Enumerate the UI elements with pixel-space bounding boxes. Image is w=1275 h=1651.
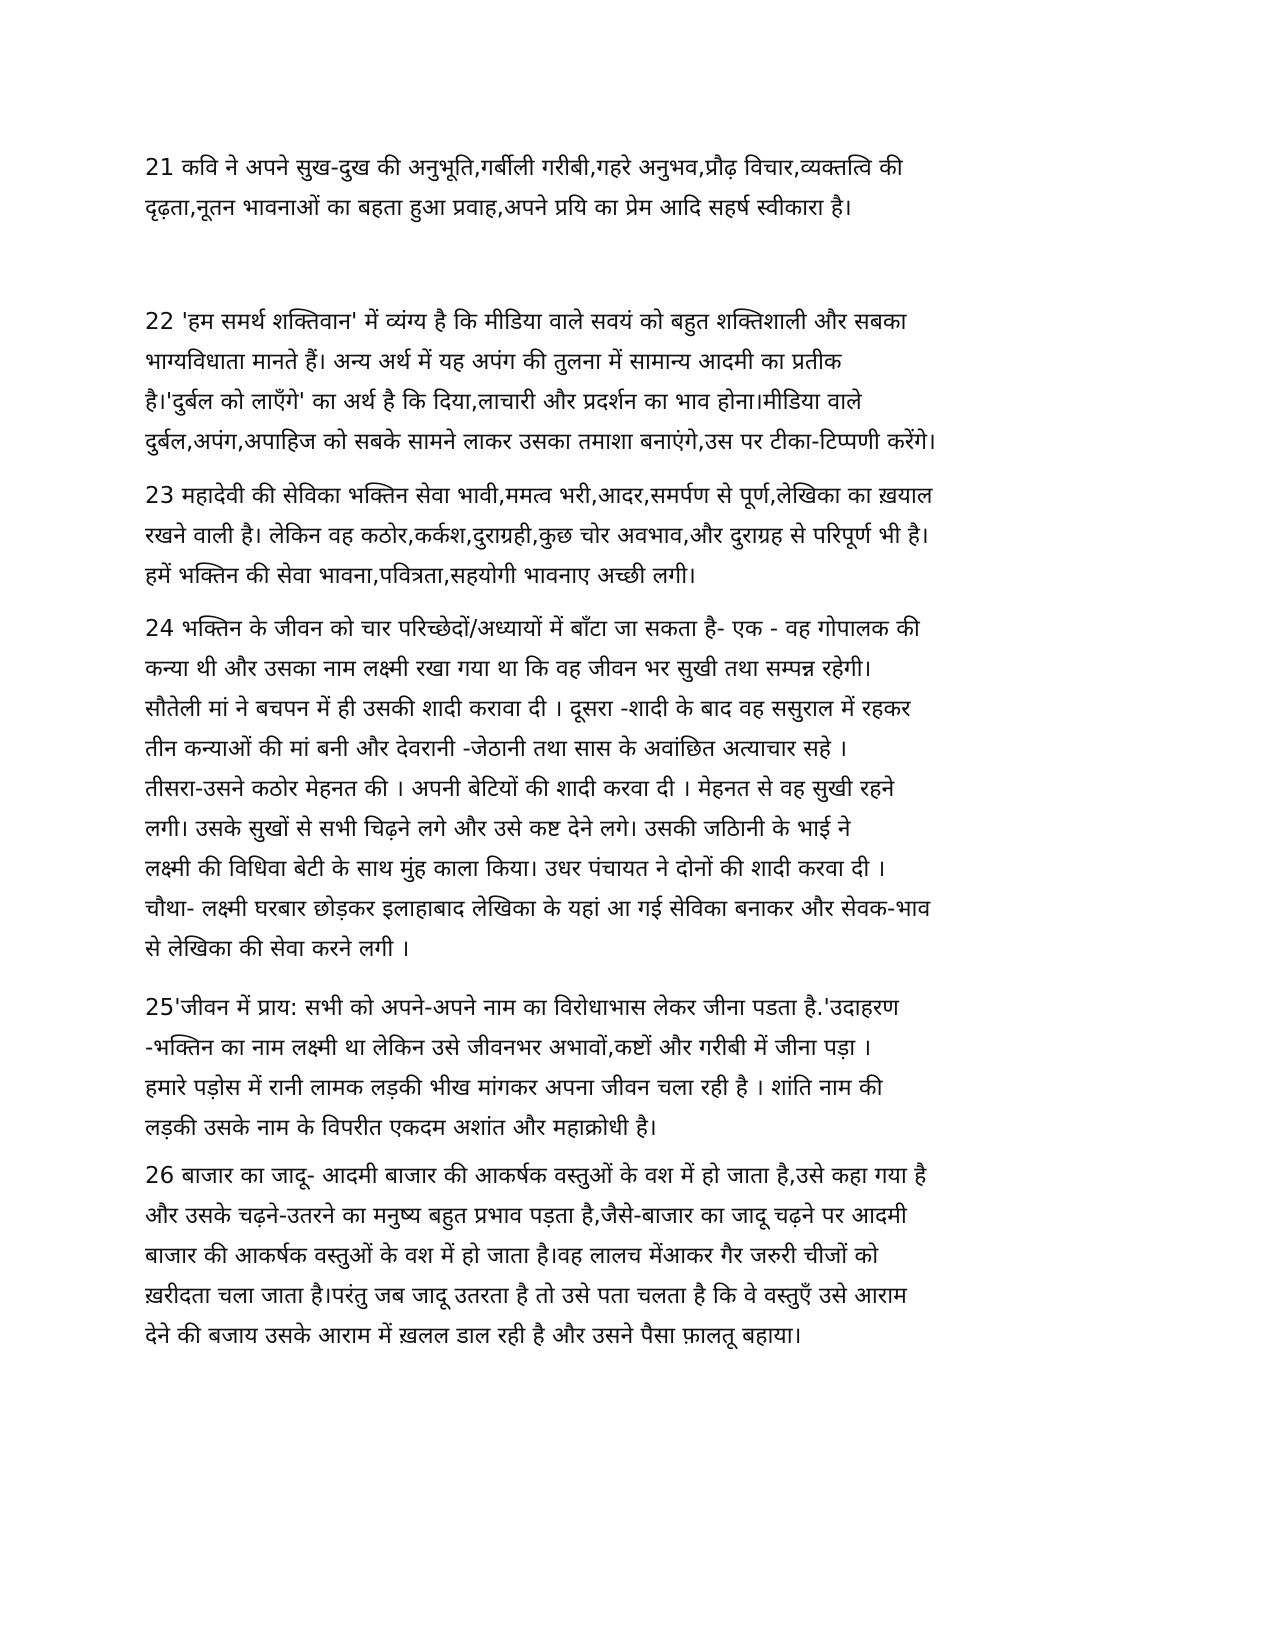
answer-26-line: देने की बजाय उसके आराम में ख़लल डाल रही है और उसने पैसा फ़ालतू बहाया। xyxy=(145,1323,802,1349)
answer-25-line: हमारे पड़ोस में रानी लामक लड़की भीख मांगकर अपना जीवन चला रही है । शांति नाम की xyxy=(145,1075,883,1101)
answer-21-line: दृढ़ता,नूतन भावनाओं का बहता हुआ प्रवाह,अपने प्रयि का प्रेम आदि सहर्ष स्वीकारा है। xyxy=(145,195,852,221)
answer-26-line: ख़रीदता चला जाता है।परंतु जब जादू उतरता है तो उसे पता चलता है कि वे वस्तुएँ उसे आराम xyxy=(145,1283,907,1309)
answer-22-line: 22 'हम समर्थ शक्तिवान' में व्यंग्य है कि मीडिया वाले सवयं को बहुत शक्तिशाली और सबका xyxy=(145,309,907,335)
answer-22-line: दुर्बल,अपंग,अपाहिज को सबके सामने लाकर उसका तमाशा बनाएंगे,उस पर टीका-टिप्पणी करेंगे। xyxy=(145,429,936,455)
answer-23 xyxy=(145,476,1130,596)
document-page xyxy=(145,0,1130,1651)
answer-24-line: तीन कन्याओं की मां बनी और देवरानी -जेठानी तथा सास के अवांछित अत्याचार सहे । xyxy=(145,736,848,762)
answer-24 xyxy=(145,609,1130,969)
answer-24-line: लक्ष्मी की विधिवा बेटी के साथ मुंह काला किया। उधर पंचायत ने दोनों की शादी करवा दी । xyxy=(145,856,886,882)
answer-24-line: सौतेली मां ने बचपन में ही उसकी शादी करावा दी । दूसरा -शादी के बाद वह ससुराल में रहकर xyxy=(145,696,911,722)
answer-24-line: चौथा- लक्ष्मी घरबार छोड़कर इलाहाबाद लेखिका के यहां आ गई सेविका बनाकर और सेवक-भाव xyxy=(145,896,931,922)
answer-24-line: 24 भक्तिन के जीवन को चार परिच्छेदों/अध्यायों में बाँटा जा सकता है- एक - वह गोपालक की xyxy=(145,616,920,642)
answer-25-line: -भक्तिन का नाम लक्ष्मी था लेकिन उसे जीवनभर अभावों,कष्टों और गरीबी में जीना पड़ा । xyxy=(145,1035,872,1061)
answer-26 xyxy=(145,1156,1130,1356)
answer-23-line: रखने वाली है। लेकिन वह कठोर,कर्कश,दुराग्रही,कुछ चोर अवभाव,और दुराग्रह से परिपूर्ण भी है। xyxy=(145,523,929,549)
answer-26-line: बाजार की आकर्षक वस्तुओं के वश में हो जाता है।वह लालच मेंआकर गैर जरुरी चीजों को xyxy=(145,1243,879,1269)
answer-25 xyxy=(145,988,1130,1148)
answer-24-line: से लेखिका की सेवा करने लगी । xyxy=(145,936,410,962)
answer-24-line: तीसरा-उसने कठोर मेहनत की । अपनी बेटियों की शादी करवा दी । मेहनत से वह सुखी रहने xyxy=(145,776,895,802)
answer-23-line: 23 महादेवी की सेविका भक्तिन सेवा भावी,ममत्व भरी,आदर,समर्पण से पूर्ण,लेखिका का ख़याल xyxy=(145,483,933,509)
answer-22-line: है।'दुर्बल को लाएँगे' का अर्थ है कि दिया,लाचारी और प्रदर्शन का भाव होना।मीडिया वाले xyxy=(145,389,862,415)
answer-21-line: 21 कवि ने अपने सुख-दुख की अनुभूति,गर्बीली गरीबी,गहरे अनुभव,प्रौढ़ विचार,व्यक्तत्वि की xyxy=(145,155,903,181)
answer-24-line: कन्या थी और उसका नाम लक्ष्मी रखा गया था कि वह जीवन भर सुखी तथा सम्पन्न रहेगी। xyxy=(145,656,872,682)
answer-24-line: लगी। उसके सुखों से सभी चिढ़ने लगे और उसे कष्ट देने लगे। उसकी जठिानी के भाई ने xyxy=(145,816,851,842)
answer-23-line: हमें भक्तिन की सेवा भावना,पवित्रता,सहयोगी भावनाए अच्छी लगी। xyxy=(145,563,696,589)
answer-26-line: और उसके चढ़ने-उतरने का मनुष्य बहुत प्रभाव पड़ता है,जैसे-बाजार का जादू चढ़ने पर आदमी xyxy=(145,1203,907,1229)
answer-25-line: लड़की उसके नाम के विपरीत एकदम अशांत और महाक्रोधी है। xyxy=(145,1115,657,1141)
answer-26-line: 26 बाजार का जादू- आदमी बाजार की आकर्षक वस्तुओं के वश में हो जाता है,उसे कहा गया है xyxy=(145,1163,927,1189)
answer-22 xyxy=(145,302,1130,462)
answer-22-line: भाग्यविधाता मानते हैं। अन्य अर्थ में यह अपंग की तुलना में सामान्य आदमी का प्रतीक xyxy=(145,349,842,375)
answer-25-line: 25'जीवन में प्राय: सभी को अपने-अपने नाम का विरोधाभास लेकर जीना पडता है.'उदाहरण xyxy=(145,995,899,1021)
answer-21 xyxy=(145,148,1130,228)
